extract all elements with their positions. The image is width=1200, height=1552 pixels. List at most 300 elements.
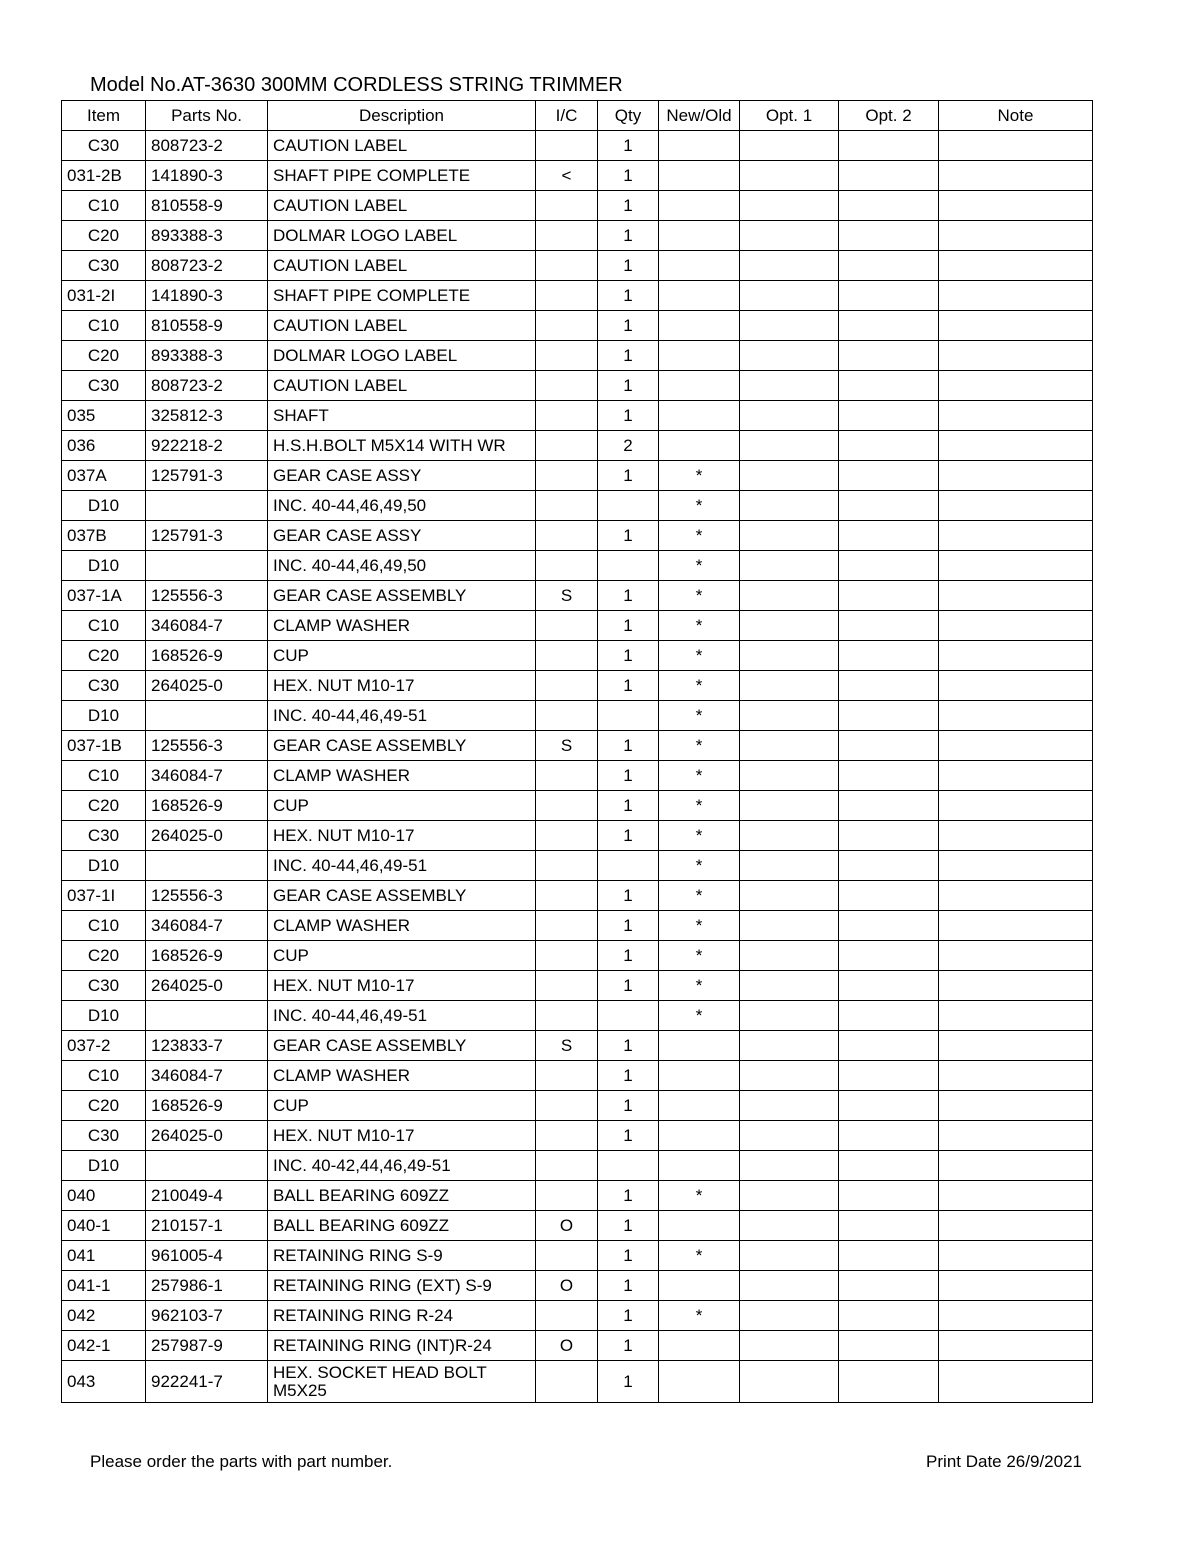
opt-1-cell [740, 191, 839, 221]
opt-2-cell [839, 1241, 939, 1271]
item-cell: C20 [62, 1091, 146, 1121]
parts-no-cell: 141890-3 [146, 161, 268, 191]
table-row [62, 611, 1093, 641]
opt-2-cell [839, 281, 939, 311]
parts-no-cell: 168526-9 [146, 1091, 268, 1121]
parts-no-cell: 125791-3 [146, 461, 268, 491]
new-old-cell: * [659, 1301, 740, 1331]
parts-no-cell: 961005-4 [146, 1241, 268, 1271]
parts-no-cell: 264025-0 [146, 971, 268, 1001]
ic-cell: O [536, 1271, 598, 1301]
item-cell: 042-1 [62, 1331, 146, 1361]
parts-no-cell: 893388-3 [146, 341, 268, 371]
parts-no-cell: 810558-9 [146, 311, 268, 341]
ic-cell [536, 221, 598, 251]
table-row [62, 731, 1093, 761]
table-row [62, 311, 1093, 341]
note-cell [939, 611, 1093, 641]
qty-cell: 1 [598, 311, 659, 341]
qty-cell: 1 [598, 461, 659, 491]
description-cell: INC. 40-44,46,49-51 [268, 851, 536, 881]
opt-1-cell [740, 1211, 839, 1241]
item-cell: C10 [62, 1061, 146, 1091]
new-old-cell [659, 1031, 740, 1061]
note-cell [939, 161, 1093, 191]
new-old-cell: * [659, 461, 740, 491]
ic-cell [536, 521, 598, 551]
qty-cell: 1 [598, 1331, 659, 1361]
opt-1-cell [740, 971, 839, 1001]
description-cell: H.S.H.BOLT M5X14 WITH WR [268, 431, 536, 461]
description-cell: RETAINING RING (INT)R-24 [268, 1331, 536, 1361]
parts-no-cell: 168526-9 [146, 641, 268, 671]
new-old-cell [659, 221, 740, 251]
qty-cell: 1 [598, 881, 659, 911]
item-cell: 040-1 [62, 1211, 146, 1241]
qty-cell [598, 491, 659, 521]
ic-cell: O [536, 1331, 598, 1361]
opt-1-cell [740, 941, 839, 971]
parts-no-cell: 264025-0 [146, 821, 268, 851]
note-cell [939, 731, 1093, 761]
table-row [62, 1211, 1093, 1241]
ic-cell [536, 791, 598, 821]
new-old-cell [659, 1361, 740, 1403]
parts-no-cell: 810558-9 [146, 191, 268, 221]
item-cell: 037-1B [62, 731, 146, 761]
item-cell: 036 [62, 431, 146, 461]
description-cell: RETAINING RING (EXT) S-9 [268, 1271, 536, 1301]
item-cell: 043 [62, 1361, 146, 1403]
opt-1-cell [740, 761, 839, 791]
item-cell: 041-1 [62, 1271, 146, 1301]
new-old-cell: * [659, 971, 740, 1001]
ic-cell [536, 821, 598, 851]
ic-cell [536, 1241, 598, 1271]
table-row [62, 851, 1093, 881]
note-cell [939, 311, 1093, 341]
description-cell: CLAMP WASHER [268, 761, 536, 791]
description-cell: DOLMAR LOGO LABEL [268, 341, 536, 371]
opt-1-cell [740, 341, 839, 371]
new-old-cell [659, 161, 740, 191]
description-cell: CLAMP WASHER [268, 911, 536, 941]
qty-cell: 1 [598, 371, 659, 401]
table-row [62, 551, 1093, 581]
table-row [62, 161, 1093, 191]
parts-no-cell: 168526-9 [146, 941, 268, 971]
item-cell: 031-2I [62, 281, 146, 311]
note-cell [939, 1121, 1093, 1151]
ic-cell [536, 281, 598, 311]
opt-1-cell [740, 161, 839, 191]
note-cell [939, 281, 1093, 311]
column-header-qty: Qty [598, 101, 659, 131]
new-old-cell: * [659, 521, 740, 551]
note-cell [939, 581, 1093, 611]
table-row [62, 1331, 1093, 1361]
opt-2-cell [839, 431, 939, 461]
qty-cell: 1 [598, 911, 659, 941]
description-cell: GEAR CASE ASSEMBLY [268, 731, 536, 761]
ic-cell [536, 1301, 598, 1331]
table-row [62, 1241, 1093, 1271]
opt-1-cell [740, 821, 839, 851]
parts-no-cell: 125556-3 [146, 581, 268, 611]
opt-1-cell [740, 1121, 839, 1151]
opt-1-cell [740, 581, 839, 611]
ic-cell [536, 1181, 598, 1211]
opt-1-cell [740, 311, 839, 341]
note-cell [939, 671, 1093, 701]
opt-1-cell [740, 401, 839, 431]
column-header-note: Note [939, 101, 1093, 131]
ic-cell [536, 371, 598, 401]
new-old-cell [659, 1121, 740, 1151]
ic-cell [536, 311, 598, 341]
item-cell: C30 [62, 1121, 146, 1151]
item-cell: D10 [62, 1001, 146, 1031]
table-row [62, 1181, 1093, 1211]
note-cell [939, 1091, 1093, 1121]
new-old-cell: * [659, 491, 740, 521]
new-old-cell: * [659, 1181, 740, 1211]
table-header-row [62, 101, 1093, 131]
opt-1-cell [740, 1301, 839, 1331]
opt-1-cell [740, 1061, 839, 1091]
ic-cell [536, 911, 598, 941]
qty-cell: 1 [598, 1271, 659, 1301]
new-old-cell [659, 1091, 740, 1121]
item-cell: 037-1I [62, 881, 146, 911]
parts-no-cell: 210157-1 [146, 1211, 268, 1241]
new-old-cell [659, 431, 740, 461]
parts-no-cell: 125556-3 [146, 881, 268, 911]
opt-1-cell [740, 431, 839, 461]
note-cell [939, 1211, 1093, 1241]
opt-2-cell [839, 701, 939, 731]
note-cell [939, 851, 1093, 881]
ic-cell: S [536, 1031, 598, 1061]
opt-2-cell [839, 971, 939, 1001]
opt-1-cell [740, 221, 839, 251]
parts-no-cell: 808723-2 [146, 251, 268, 281]
new-old-cell: * [659, 641, 740, 671]
new-old-cell [659, 401, 740, 431]
item-cell: 037-1A [62, 581, 146, 611]
item-cell: 037-2 [62, 1031, 146, 1061]
description-cell: CAUTION LABEL [268, 191, 536, 221]
qty-cell: 1 [598, 941, 659, 971]
ic-cell [536, 1361, 598, 1403]
table-row [62, 641, 1093, 671]
table-row [62, 281, 1093, 311]
item-cell: C30 [62, 671, 146, 701]
item-cell: 031-2B [62, 161, 146, 191]
opt-2-cell [839, 161, 939, 191]
opt-2-cell [839, 761, 939, 791]
parts-no-cell: 962103-7 [146, 1301, 268, 1331]
table-row [62, 1361, 1093, 1403]
new-old-cell [659, 311, 740, 341]
note-cell [939, 941, 1093, 971]
opt-2-cell [839, 221, 939, 251]
opt-1-cell [740, 491, 839, 521]
print-date: Print Date 26/9/2021 [926, 1452, 1082, 1471]
parts-no-cell: 808723-2 [146, 131, 268, 161]
opt-2-cell [839, 581, 939, 611]
table-row [62, 761, 1093, 791]
table-row [62, 1301, 1093, 1331]
new-old-cell [659, 251, 740, 281]
opt-1-cell [740, 371, 839, 401]
note-cell [939, 221, 1093, 251]
item-cell: 042 [62, 1301, 146, 1331]
description-cell: CUP [268, 641, 536, 671]
table-row [62, 191, 1093, 221]
opt-2-cell [839, 1061, 939, 1091]
new-old-cell: * [659, 551, 740, 581]
description-cell: INC. 40-44,46,49-51 [268, 701, 536, 731]
opt-2-cell [839, 671, 939, 701]
description-cell: SHAFT [268, 401, 536, 431]
description-cell: HEX. NUT M10-17 [268, 1121, 536, 1151]
opt-1-cell [740, 461, 839, 491]
note-cell [939, 251, 1093, 281]
item-cell: C10 [62, 761, 146, 791]
column-header-item: Item [62, 101, 146, 131]
opt-2-cell [839, 461, 939, 491]
note-cell [939, 431, 1093, 461]
ic-cell [536, 401, 598, 431]
opt-2-cell [839, 1001, 939, 1031]
opt-1-cell [740, 521, 839, 551]
note-cell [939, 821, 1093, 851]
qty-cell: 1 [598, 161, 659, 191]
item-cell: C30 [62, 371, 146, 401]
qty-cell: 1 [598, 401, 659, 431]
ic-cell [536, 701, 598, 731]
table-row [62, 1151, 1093, 1181]
description-cell: GEAR CASE ASSY [268, 461, 536, 491]
parts-no-cell: 346084-7 [146, 761, 268, 791]
note-cell [939, 791, 1093, 821]
table-row [62, 1001, 1093, 1031]
new-old-cell [659, 1211, 740, 1241]
opt-2-cell [839, 791, 939, 821]
new-old-cell: * [659, 761, 740, 791]
item-cell: D10 [62, 491, 146, 521]
opt-1-cell [740, 131, 839, 161]
new-old-cell: * [659, 671, 740, 701]
description-cell: RETAINING RING S-9 [268, 1241, 536, 1271]
qty-cell: 1 [598, 821, 659, 851]
ic-cell [536, 1091, 598, 1121]
qty-cell: 1 [598, 641, 659, 671]
parts-no-cell: 125556-3 [146, 731, 268, 761]
parts-no-cell: 210049-4 [146, 1181, 268, 1211]
note-cell [939, 971, 1093, 1001]
opt-2-cell [839, 611, 939, 641]
qty-cell: 1 [598, 1091, 659, 1121]
ic-cell [536, 851, 598, 881]
item-cell: C20 [62, 941, 146, 971]
description-cell: INC. 40-44,46,49-51 [268, 1001, 536, 1031]
opt-2-cell [839, 371, 939, 401]
parts-no-cell [146, 701, 268, 731]
qty-cell: 1 [598, 1061, 659, 1091]
qty-cell: 1 [598, 221, 659, 251]
item-cell: 041 [62, 1241, 146, 1271]
table-row [62, 941, 1093, 971]
note-cell [939, 881, 1093, 911]
table-row [62, 581, 1093, 611]
qty-cell: 1 [598, 1361, 659, 1403]
parts-no-cell: 325812-3 [146, 401, 268, 431]
parts-no-cell: 893388-3 [146, 221, 268, 251]
item-cell: D10 [62, 551, 146, 581]
column-header-parts-no: Parts No. [146, 101, 268, 131]
new-old-cell: * [659, 941, 740, 971]
opt-2-cell [839, 641, 939, 671]
qty-cell [598, 701, 659, 731]
parts-no-cell [146, 551, 268, 581]
qty-cell: 1 [598, 521, 659, 551]
parts-no-cell: 125791-3 [146, 521, 268, 551]
new-old-cell [659, 131, 740, 161]
page-title: Model No.AT-3630 300MM CORDLESS STRING TRIMMER [90, 74, 623, 96]
ic-cell [536, 461, 598, 491]
parts-no-cell [146, 491, 268, 521]
description-cell: DOLMAR LOGO LABEL [268, 221, 536, 251]
description-cell: SHAFT PIPE COMPLETE [268, 161, 536, 191]
opt-2-cell [839, 1031, 939, 1061]
qty-cell: 1 [598, 971, 659, 1001]
qty-cell: 1 [598, 1181, 659, 1211]
parts-no-cell: 141890-3 [146, 281, 268, 311]
note-cell [939, 1331, 1093, 1361]
qty-cell: 1 [598, 1211, 659, 1241]
item-cell: 037B [62, 521, 146, 551]
item-cell: C10 [62, 911, 146, 941]
item-cell: C30 [62, 821, 146, 851]
description-cell: HEX. NUT M10-17 [268, 671, 536, 701]
opt-2-cell [839, 1271, 939, 1301]
column-header-description: Description [268, 101, 536, 131]
qty-cell: 1 [598, 1121, 659, 1151]
opt-2-cell [839, 1361, 939, 1403]
description-cell: BALL BEARING 609ZZ [268, 1181, 536, 1211]
note-cell [939, 1001, 1093, 1031]
opt-2-cell [839, 941, 939, 971]
new-old-cell [659, 1151, 740, 1181]
table-row [62, 671, 1093, 701]
opt-1-cell [740, 1241, 839, 1271]
new-old-cell [659, 371, 740, 401]
description-cell: CLAMP WASHER [268, 611, 536, 641]
qty-cell: 1 [598, 191, 659, 221]
opt-2-cell [839, 1121, 939, 1151]
table-row [62, 341, 1093, 371]
note-cell [939, 1061, 1093, 1091]
table-row [62, 911, 1093, 941]
ic-cell: O [536, 1211, 598, 1241]
opt-1-cell [740, 1031, 839, 1061]
description-cell: HEX. NUT M10-17 [268, 821, 536, 851]
description-cell: CUP [268, 941, 536, 971]
opt-1-cell [740, 1331, 839, 1361]
new-old-cell: * [659, 911, 740, 941]
ic-cell [536, 251, 598, 281]
note-cell [939, 761, 1093, 791]
opt-1-cell [740, 251, 839, 281]
description-cell: GEAR CASE ASSEMBLY [268, 581, 536, 611]
item-cell: 035 [62, 401, 146, 431]
opt-2-cell [839, 1301, 939, 1331]
description-cell: CUP [268, 791, 536, 821]
opt-2-cell [839, 311, 939, 341]
qty-cell: 1 [598, 611, 659, 641]
ic-cell [536, 611, 598, 641]
opt-2-cell [839, 1181, 939, 1211]
qty-cell [598, 1001, 659, 1031]
note-cell [939, 1271, 1093, 1301]
parts-no-cell [146, 851, 268, 881]
table-row [62, 251, 1093, 281]
item-cell: C10 [62, 311, 146, 341]
description-cell: SHAFT PIPE COMPLETE [268, 281, 536, 311]
table-row [62, 1031, 1093, 1061]
qty-cell: 1 [598, 281, 659, 311]
ic-cell [536, 431, 598, 461]
opt-1-cell [740, 1001, 839, 1031]
ic-cell [536, 671, 598, 701]
item-cell: D10 [62, 1151, 146, 1181]
ic-cell [536, 941, 598, 971]
opt-2-cell [839, 131, 939, 161]
order-note: Please order the parts with part number. [90, 1452, 393, 1471]
opt-2-cell [839, 521, 939, 551]
column-header-opt-2: Opt. 2 [839, 101, 939, 131]
qty-cell: 1 [598, 791, 659, 821]
opt-1-cell [740, 851, 839, 881]
ic-cell [536, 1001, 598, 1031]
note-cell [939, 401, 1093, 431]
opt-1-cell [740, 881, 839, 911]
parts-table [61, 100, 1093, 1403]
table-row [62, 1121, 1093, 1151]
new-old-cell: * [659, 611, 740, 641]
new-old-cell [659, 191, 740, 221]
opt-1-cell [740, 1151, 839, 1181]
item-cell: C30 [62, 251, 146, 281]
description-cell: INC. 40-44,46,49,50 [268, 491, 536, 521]
opt-2-cell [839, 251, 939, 281]
new-old-cell [659, 281, 740, 311]
parts-no-cell [146, 1151, 268, 1181]
table-row [62, 431, 1093, 461]
item-cell: C20 [62, 221, 146, 251]
note-cell [939, 191, 1093, 221]
new-old-cell: * [659, 701, 740, 731]
opt-1-cell [740, 911, 839, 941]
description-cell: HEX. NUT M10-17 [268, 971, 536, 1001]
opt-2-cell [839, 821, 939, 851]
new-old-cell [659, 1271, 740, 1301]
description-cell: GEAR CASE ASSEMBLY [268, 1031, 536, 1061]
opt-2-cell [839, 401, 939, 431]
new-old-cell: * [659, 881, 740, 911]
